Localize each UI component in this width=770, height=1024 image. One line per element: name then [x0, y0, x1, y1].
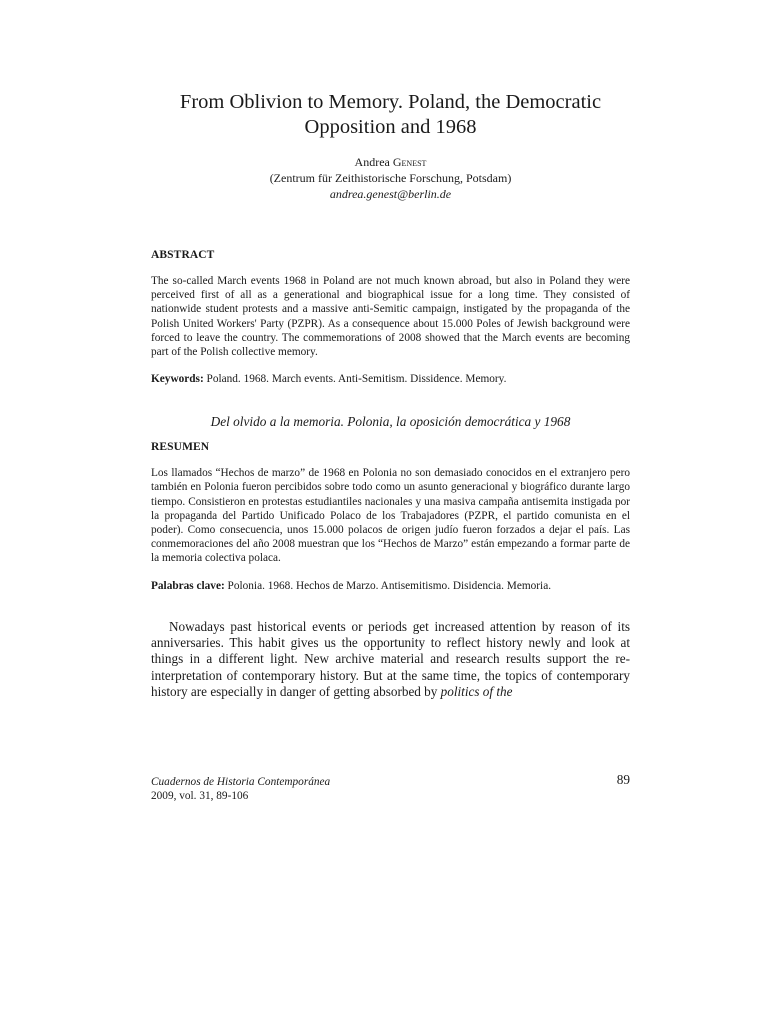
spanish-title: Del olvido a la memoria. Polonia, la oposición democrática y 1968 — [210, 414, 571, 430]
author-block — [151, 154, 630, 202]
author-last-name-rest: enest — [401, 155, 427, 169]
author-email: andrea.genest@berlin.de — [329, 187, 452, 201]
body-paragraph — [151, 619, 630, 700]
page-footer — [151, 772, 630, 803]
body-paragraph-italic-tail: politics of the — [440, 683, 513, 699]
article-first-page — [151, 90, 630, 713]
palabras-clave-list: Polonia. 1968. Hechos de Marzo. Antisemitismo. Disidencia. Memoria. — [224, 579, 552, 592]
author-last-name-initial: G — [392, 155, 402, 169]
abstract-heading: ABSTRACT — [151, 249, 215, 261]
keywords-list: Poland. 1968. March events. Anti-Semitism. Dissidence. Memory. — [203, 373, 507, 386]
page-number: 89 — [616, 772, 630, 787]
keywords-label: Keywords: — [151, 373, 204, 386]
resumen-heading: RESUMEN — [151, 441, 210, 454]
palabras-clave-label: Palabras clave: — [151, 579, 225, 592]
author-affiliation: (Zentrum für Zeithistorische Forschung, Potsdam) — [269, 171, 512, 185]
author-first-name: Andrea — [354, 155, 393, 169]
author-name — [151, 154, 630, 170]
article-title — [151, 90, 630, 140]
abstract-text: The so-called March events 1968 in Poland are not much known abroad, but also in Poland they were perceived first of all as a generational and biographical issue for a long time. They consisted of nationwide student protests and a massive anti-Semitic campaign, instigated by the propaganda of the Polish United Workers' Party (PZPR). As a consequence about 15.000 Poles of Jewish background were forced to leave the country. The commemorations of 2008 showed that the March events are becoming part of the Polish collective memory. — [151, 275, 630, 359]
journal-name: Cuadernos de Historia Contemporánea — [151, 776, 331, 788]
article-title-line-1: From Oblivion to Memory. Poland, the Democratic — [179, 91, 602, 113]
palabras-clave — [151, 579, 630, 593]
resumen-text: Los llamados “Hechos de marzo” de 1968 en Polonia no son demasiado conocidos en el extranjero pero también en Polonia fueron percibidos sobre todo como un asunto generacional y biográfico durante largo tiempo. Consistieron en protestas estudiantiles nacionales y una masiva campaña antisemita instigada por la propaganda del Partido Unificado Polaco de los Trabajadores (PZPR, el partido comunista en el poder). Como consecuencia, unos 15.000 polacos de origen judío fueron forzados a dejar el país. Las conmemoraciones del año 2008 muestran que los “Hechos de Marzo” están empezando a formar parte de la memoria colectiva polaca. — [151, 467, 630, 565]
article-title-line-2: Opposition and 1968 — [304, 116, 477, 138]
body-paragraph-text: Nowadays past historical events or periods get increased attention by reason of its anniversaries. This habit gives us the opportunity to reflect history newly and look at things in a different light. New archive material and research results support the re-interpretation of contemporary history. But at the same time, the topics of contemporary history are especially in danger of getting absorbed by — [151, 618, 630, 699]
keywords — [151, 372, 630, 386]
journal-volume: 2009, vol. 31, 89-106 — [151, 790, 249, 802]
